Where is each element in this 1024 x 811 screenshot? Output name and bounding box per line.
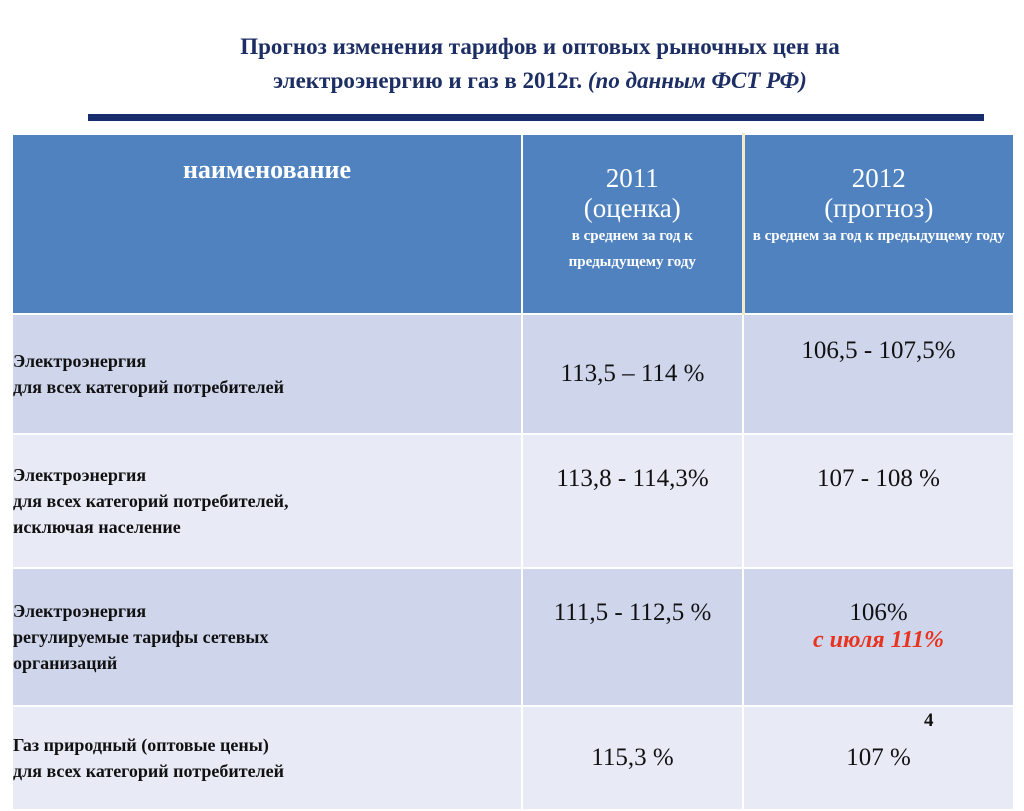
header-2011-year: 2011 (605, 163, 659, 193)
title-line-2 (100, 64, 980, 98)
table-row (12, 706, 1014, 810)
row-label-line: Электроэнергия (13, 351, 147, 371)
table-row (12, 568, 1014, 706)
row-label-line: Электроэнергия (13, 601, 147, 621)
row-label (12, 706, 522, 810)
value-2012: 107 % (743, 706, 1014, 810)
table-row (12, 314, 1014, 434)
header-2012 (743, 134, 1014, 314)
tariff-table (11, 133, 1015, 811)
slide-title (100, 30, 980, 98)
header-2011-sub: (оценка) (583, 193, 681, 223)
header-name: наименование (12, 134, 522, 314)
row-label (12, 568, 522, 706)
row-label-line: для всех категорий потребителей, (13, 491, 289, 511)
header-2011-note: в среднем за год к предыдущему году (568, 228, 696, 270)
header-2012-year: 2012 (851, 163, 906, 193)
title-line-1: Прогноз изменения тарифов и оптовых рыночных цен на (240, 34, 840, 59)
row-label-line: исключая население (13, 517, 181, 537)
header-2012-sub: (прогноз) (824, 193, 934, 223)
value-2012-main: 106% (849, 599, 908, 626)
value-2012: 107 - 108 % (743, 434, 1014, 568)
title-source: (по данным ФСТ РФ) (587, 68, 807, 93)
row-label-line: Электроэнергия (13, 465, 147, 485)
row-label (12, 314, 522, 434)
value-2012-july-note: с июля 111% (813, 627, 944, 653)
value-2012 (743, 568, 1014, 706)
row-label-line: организаций (13, 653, 118, 673)
header-2012-note: в среднем за год к предыдущему году (752, 228, 1005, 244)
table-row (12, 434, 1014, 568)
row-label (12, 434, 522, 568)
row-label-line: для всех категорий потребителей (13, 761, 285, 781)
value-2011: 115,3 % (522, 706, 743, 810)
value-2011: 113,8 - 114,3% (522, 434, 743, 568)
value-2011: 113,5 – 114 % (522, 314, 743, 434)
row-label-line: регулируемые тарифы сетевых (13, 627, 269, 647)
page-number: 4 (924, 710, 934, 731)
header-2011 (522, 134, 743, 314)
row-label-line: для всех категорий потребителей (13, 377, 285, 397)
value-2012: 106,5 - 107,5% (743, 314, 1014, 434)
title-main-text: электроэнергию и газ в 2012г. (273, 68, 583, 93)
value-2011: 111,5 - 112,5 % (522, 568, 743, 706)
row-label-line: Газ природный (оптовые цены) (13, 735, 269, 755)
table-header-row (12, 134, 1014, 314)
title-divider (88, 114, 984, 121)
